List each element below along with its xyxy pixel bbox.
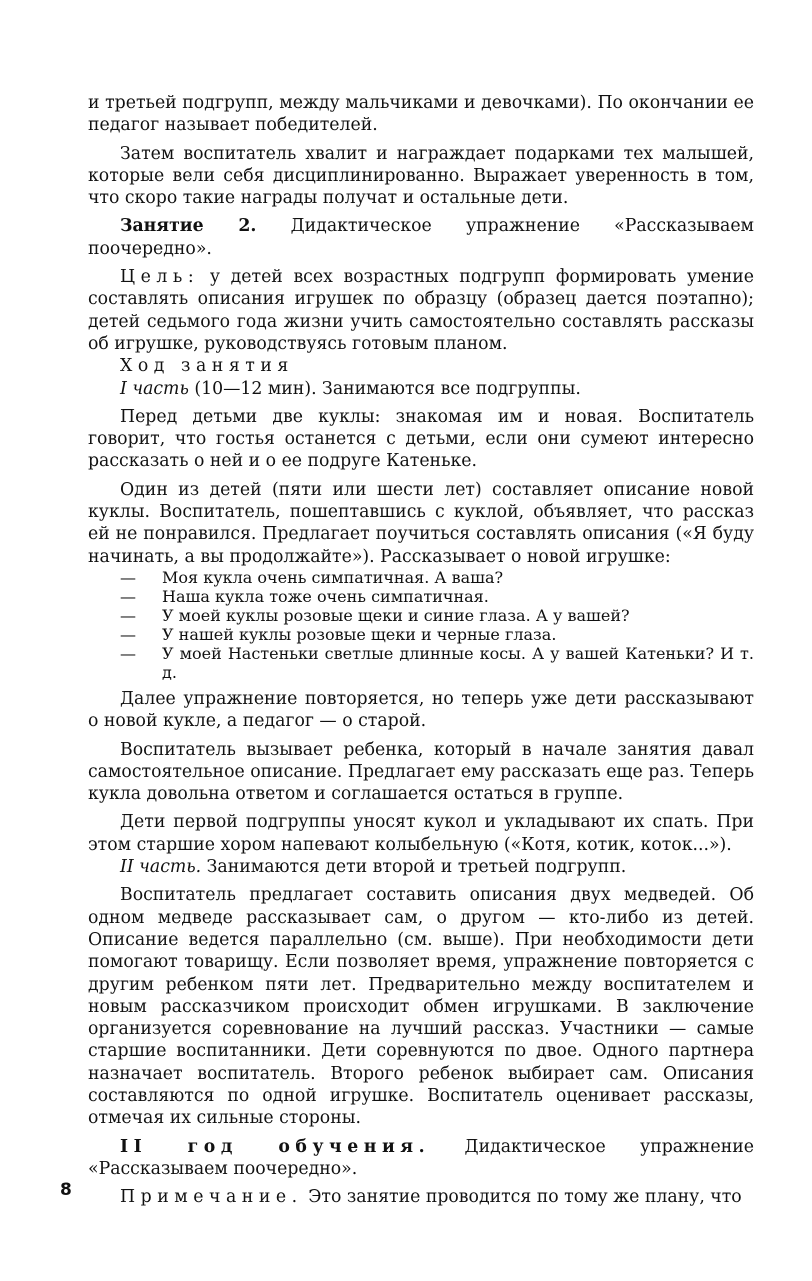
goal-label: Цель: (120, 267, 200, 288)
dialog-line (88, 568, 754, 587)
dash-mark: — (120, 567, 136, 587)
dialog-text: Наша кукла тоже очень симпатичная. (162, 586, 489, 606)
paragraph-continuation: и третьей подгрупп, между мальчиками и девочками). По окончании ее педагог называет победителей. (88, 93, 754, 136)
paragraph-bears: Воспитатель предлагает составить описания двух медведей. Об одном медведе рассказывает сам, о другом — кто-либо из детей. Описание ведется параллельно (см. выше). При необходимости дети помогают товарищу. Если позволяет время, упражнение повторяется с другим ребенком пяти лет. Предварительно между воспитателем и новым рассказчиком происходит обмен игрушками. В заключение организуется соревнование на лучший рассказ. Участники — самые старшие воспитанники. Дети соревнуются по двое. Одного партнера назначает воспитатель. Второго ребенок выбирает сам. Описания составляются по одной игрушке. Воспитатель оценивает рассказы, отмечая их сильные стороны. (88, 885, 754, 1129)
note-text: Это занятие проводится по тому же плану, что (302, 1187, 742, 1208)
part-2-text: Занимаются дети второй и третьей подгрупп. (201, 857, 627, 878)
year-2-label: II год обучения. (120, 1136, 431, 1157)
part-1-label: I часть (120, 378, 189, 399)
note-paragraph (88, 1186, 754, 1208)
dash-mark: — (120, 586, 136, 606)
year-2-heading (88, 1136, 754, 1181)
lesson-2-label: Занятие 2. (120, 216, 257, 237)
page-number: 8 (60, 1180, 72, 1200)
dialog-text: У нашей куклы розовые щеки и черные глаза. (162, 624, 557, 644)
paragraph-praise: Затем воспитатель хвалит и награждает подарками тех малышей, которые вели себя дисциплинированно. Выражает уверенность в том, что скоро такие награды получат и остальные дети. (88, 143, 754, 209)
year-2-text: Дидактическое упражнение «Рассказываем поочередно». (88, 1136, 754, 1179)
paragraph-repeat: Далее упражнение повторяется, но теперь уже дети рассказывают о новой кукле, а педагог — о старой. (88, 688, 754, 732)
course-heading: Ход занятия (120, 356, 294, 377)
goal-paragraph (88, 266, 754, 355)
part-2-heading (88, 856, 754, 878)
paragraph-lullaby: Дети первой подгруппы уносят кукол и укладывают их спать. При этом старшие хором напевают колыбельную («Котя, котик, коток...»). (88, 812, 754, 855)
dialog-line (88, 587, 754, 606)
part-1-text: (10—12 мин). Занимаются все подгруппы. (188, 378, 581, 399)
dash-mark: — (120, 624, 136, 644)
lesson-2-text: Дидактическое упражнение «Рассказываем поочередно». (88, 216, 755, 259)
dash-mark: — (120, 643, 136, 663)
dialog-line (88, 625, 754, 644)
dialog-line (88, 606, 754, 625)
note-label: Примечание. (120, 1187, 303, 1208)
dialog-text: У моей куклы розовые щеки и синие глаза. А у вашей? (162, 605, 630, 625)
lesson-2-heading (88, 215, 754, 260)
dialog-text: Моя кукла очень симпатичная. А ваша? (162, 567, 504, 587)
dialog-line (88, 644, 754, 682)
paragraph-description: Один из детей (пяти или шести лет) составляет описание новой куклы. Воспитатель, пошептавшись с куклой, объявляет, что рассказ ей не понравился. Предлагает поучиться составлять описания («Я буду начинать, а вы продолжайте»). Рассказывает о новой игрушке: (88, 479, 754, 567)
dash-mark: — (120, 605, 136, 625)
part-1-heading (88, 378, 754, 400)
part-2-label: II часть. (120, 857, 202, 878)
dialog-text: У моей Настеньки светлые длинные косы. А у вашей Катеньки? И т. д. (162, 643, 754, 682)
paragraph-child-called: Воспитатель вызывает ребенка, который в начале занятия давал самостоятельное описание. Предлагает ему рассказать еще раз. Теперь кукла довольна ответом и соглашается остаться в группе. (88, 739, 754, 805)
paragraph-dolls: Перед детьми две куклы: знакомая им и новая. Воспитатель говорит, что гостья останется с детьми, если они сумеют интересно рассказать о ней и о ее подруге Катеньке. (88, 406, 754, 472)
goal-text: у детей всех возрастных подгрупп формировать умение составлять описания игрушек по образцу (образец дается поэтапно); детей седьмого года жизни учить самостоятельно составлять рассказы об игрушке, руководствуясь готовым планом. (88, 267, 754, 354)
